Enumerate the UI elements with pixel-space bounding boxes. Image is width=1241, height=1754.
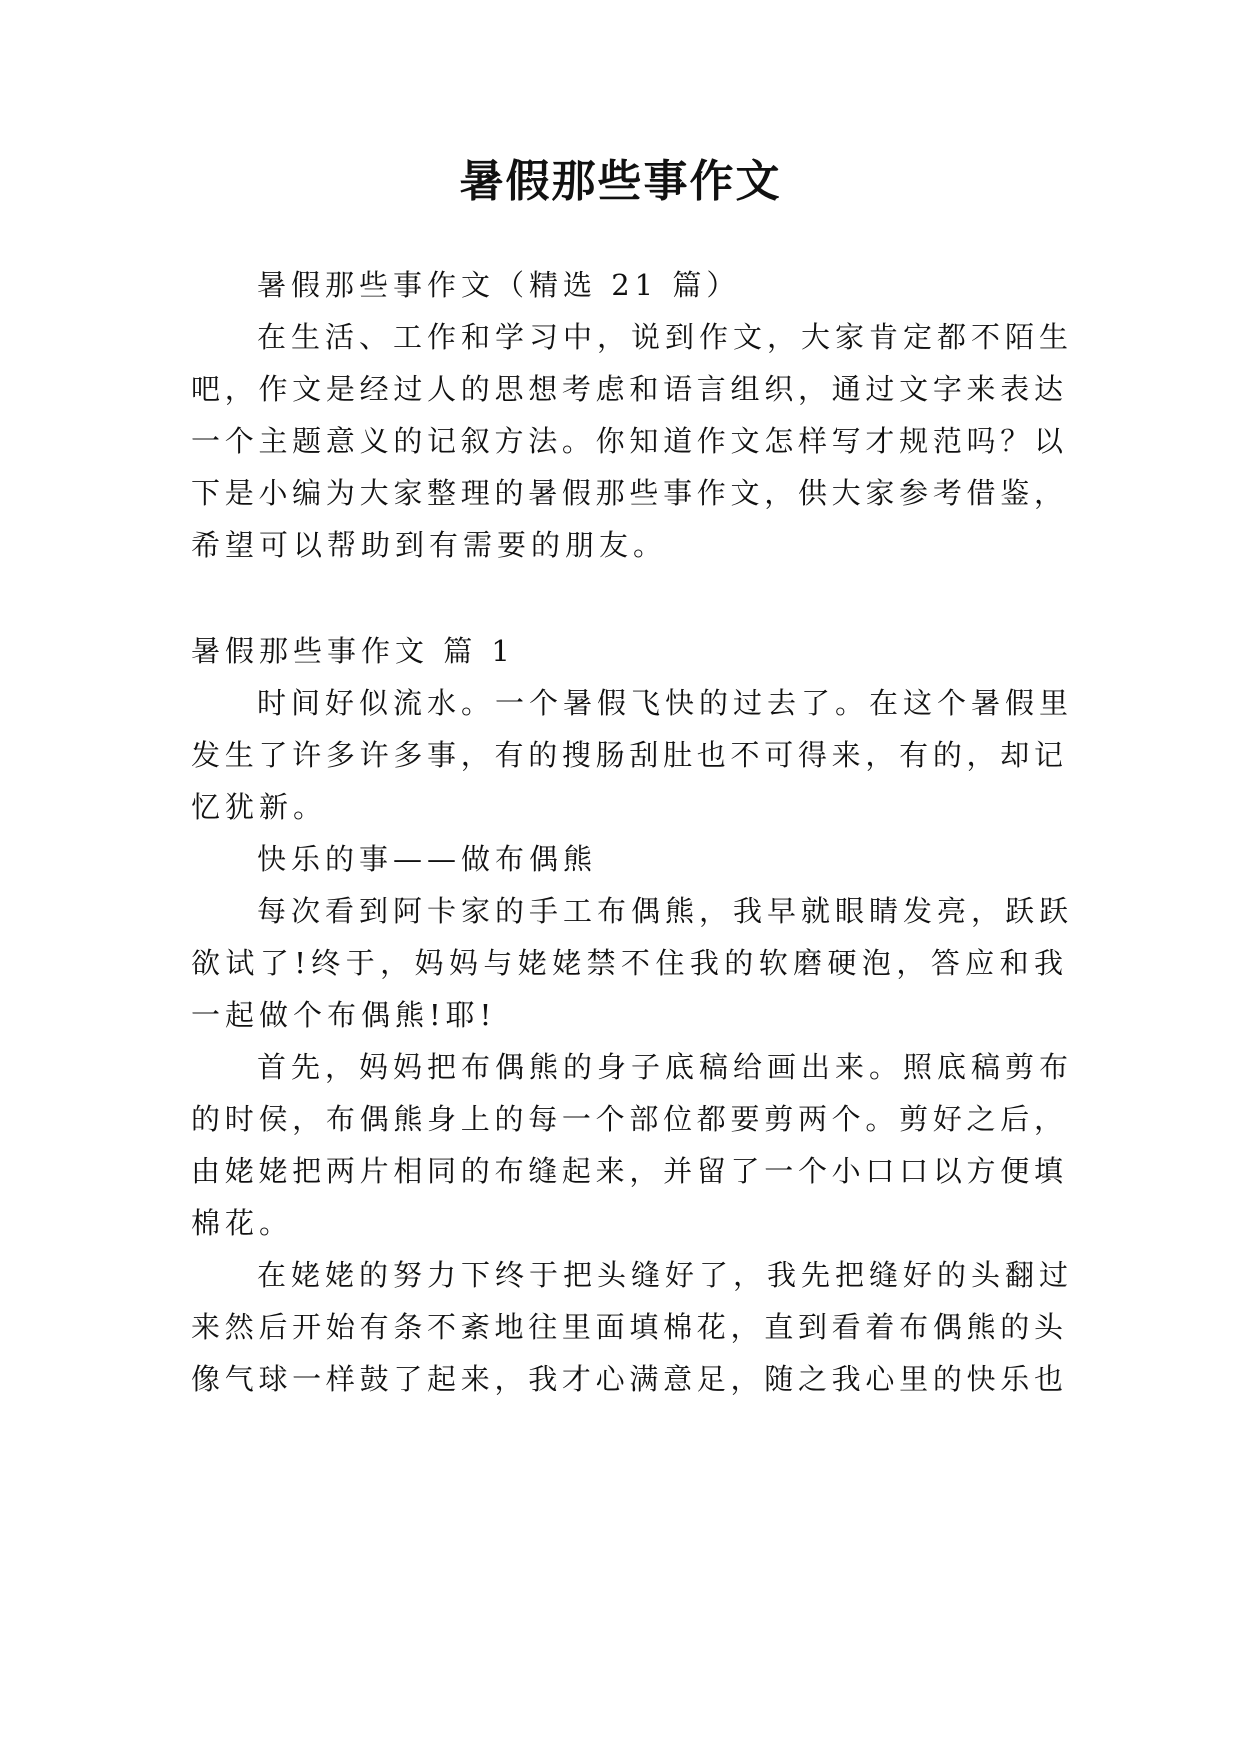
paragraph-line: 像气球一样鼓了起来，我才心满意足，随之我心里的快乐也 xyxy=(191,1362,1063,1396)
document-title: 暑假那些事作文 xyxy=(459,156,782,207)
paragraph-line: 忆犹新。 xyxy=(191,790,328,824)
subtitle-line: 暑假那些事作文（精选 21 篇） xyxy=(257,268,741,302)
section-heading: 暑假那些事作文 篇 1 xyxy=(191,634,515,668)
paragraph-line: 吧，作文是经过人的思想考虑和语言组织，通过文字来表达 xyxy=(191,372,1063,406)
paragraph-line: 发生了许多许多事，有的搜肠刮肚也不可得来，有的，却记 xyxy=(191,738,1063,772)
paragraph-line: 希望可以帮助到有需要的朋友。 xyxy=(191,528,668,562)
paragraph-line: 来然后开始有条不紊地往里面填棉花，直到看着布偶熊的头 xyxy=(191,1310,1063,1344)
paragraph-line: 由姥姥把两片相同的布缝起来，并留了一个小口口以方便填 xyxy=(191,1154,1063,1188)
paragraph-line: 在生活、工作和学习中，说到作文，大家肯定都不陌生 xyxy=(257,320,1074,354)
paragraph-line: 每次看到阿卡家的手工布偶熊，我早就眼睛发亮，跃跃 xyxy=(257,894,1074,928)
paragraph-line: 棉花。 xyxy=(191,1206,294,1240)
paragraph-line: 一起做个布偶熊!耶! xyxy=(191,998,497,1032)
paragraph-line: 首先，妈妈把布偶熊的身子底稿给画出来。照底稿剪布 xyxy=(257,1050,1074,1084)
paragraph-line: 一个主题意义的记叙方法。你知道作文怎样写才规范吗？以 xyxy=(191,424,1063,458)
subheading-line: 快乐的事——做布偶熊 xyxy=(257,842,598,876)
paragraph-line: 下是小编为大家整理的暑假那些事作文，供大家参考借鉴， xyxy=(191,476,1063,510)
paragraph-line: 时间好似流水。一个暑假飞快的过去了。在这个暑假里 xyxy=(257,686,1074,720)
paragraph-line: 的时侯，布偶熊身上的每一个部位都要剪两个。剪好之后， xyxy=(191,1102,1063,1136)
paragraph-line: 在姥姥的努力下终于把头缝好了，我先把缝好的头翻过 xyxy=(257,1258,1074,1292)
paragraph-line: 欲试了!终于，妈妈与姥姥禁不住我的软磨硬泡，答应和我 xyxy=(191,946,1063,980)
